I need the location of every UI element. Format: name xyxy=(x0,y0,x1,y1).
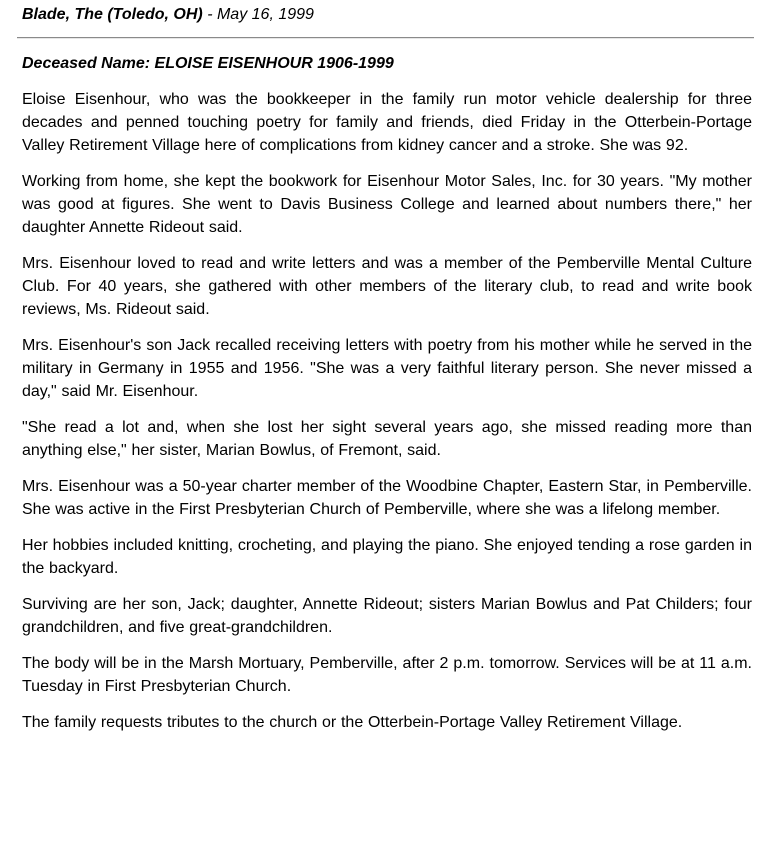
paragraph: "She read a lot and, when she lost her sight several years ago, she missed reading more than anything else," her sister, Marian Bowlus, of Fremont, said. xyxy=(22,419,752,459)
deceased-name: ELOISE EISENHOUR 1906-1999 xyxy=(154,55,394,72)
paragraph: The body will be in the Marsh Mortuary, Pemberville, after 2 p.m. tomorrow. Services will be at 11 a.m. Tuesday in First Presbyterian Church. xyxy=(22,655,752,695)
deceased-label: Deceased Name: xyxy=(22,55,151,72)
paragraph: Mrs. Eisenhour's son Jack recalled receiving letters with poetry from his mother while he served in the military in Germany in 1955 and 1956. "She was a very faithful literary person. She never missed a day," said Mr. Eisenhour. xyxy=(22,337,752,400)
header-divider xyxy=(17,37,754,39)
paragraph: The family requests tributes to the church or the Otterbein-Portage Valley Retirement Village. xyxy=(22,714,683,731)
publication-source: Blade, The (Toledo, OH) xyxy=(22,6,203,23)
deceased-heading xyxy=(22,54,752,74)
header-separator: - xyxy=(202,6,217,23)
obituary-body xyxy=(22,88,752,734)
publication-header xyxy=(22,4,752,28)
paragraph: Mrs. Eisenhour loved to read and write letters and was a member of the Pemberville Mental Culture Club. For 40 years, she gathered with other members of the literary club, to read and write book reviews, Ms. Rideout said. xyxy=(22,255,752,318)
paragraph: Eloise Eisenhour, who was the bookkeeper in the family run motor vehicle dealership for three decades and penned touching poetry for family and friends, died Friday in the Otterbein-Portage Valley Retirement Village here of complications from kidney cancer and a stroke. She was 92. xyxy=(22,91,752,154)
publication-date: May 16, 1999 xyxy=(216,6,314,23)
paragraph: Surviving are her son, Jack; daughter, Annette Rideout; sisters Marian Bowlus and Pat Childers; four grandchildren, and five great-grandchildren. xyxy=(22,596,752,636)
paragraph: Mrs. Eisenhour was a 50-year charter member of the Woodbine Chapter, Eastern Star, in Pemberville. She was active in the First Presbyterian Church of Pemberville, where she was a lifelong member. xyxy=(22,478,752,518)
paragraph: Working from home, she kept the bookwork for Eisenhour Motor Sales, Inc. for 30 years. "My mother was good at figures. She went to Davis Business College and learned about numbers there," her daughter Annette Rideout said. xyxy=(22,173,752,236)
paragraph: Her hobbies included knitting, crocheting, and playing the piano. She enjoyed tending a rose garden in the backyard. xyxy=(22,537,752,577)
